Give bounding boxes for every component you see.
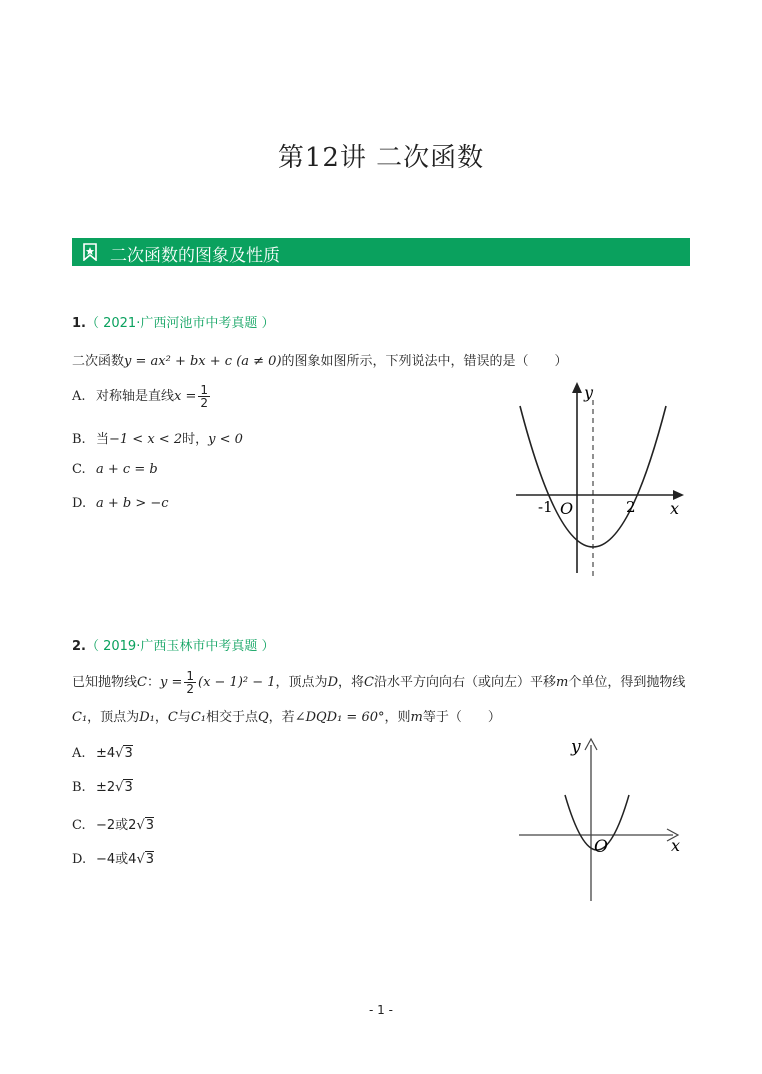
option-text: 时， <box>182 432 209 447</box>
option-text: −2或2 <box>96 818 137 833</box>
page-number: - 1 - <box>369 1003 393 1017</box>
stem-math: D <box>327 675 338 690</box>
option-label: D. <box>72 852 87 867</box>
option-text: −4或4 <box>96 852 137 867</box>
stem-text: 与 <box>177 710 191 725</box>
stem-text: ，顶点为 <box>275 675 328 690</box>
page-title: 第12讲 二次函数 <box>277 143 485 173</box>
stem-math: ∠DQD₁ = 60° <box>294 710 385 725</box>
section-title: 二次函数的图象及性质 <box>110 246 280 266</box>
origin-label: O <box>594 837 608 857</box>
option-label: A. <box>72 389 86 404</box>
origin-label: O <box>560 499 574 518</box>
stem-math: C₁ <box>72 710 88 725</box>
x-axis-label: x <box>670 499 680 518</box>
option-text: 当 <box>96 432 110 447</box>
stem-text: ，顶点为 <box>87 710 140 725</box>
option-math: a + c = b <box>96 462 158 477</box>
stem-text: ： <box>146 675 160 690</box>
tick-label-two: 2 <box>626 498 636 516</box>
stem-text: ，若 <box>268 710 295 725</box>
fraction-numerator: 1 <box>186 669 194 683</box>
stem-math: D₁ <box>139 710 155 725</box>
fraction <box>198 384 210 409</box>
fraction-denominator: 2 <box>200 396 209 410</box>
tick-label-neg-one: -1 <box>538 498 553 516</box>
option-text: 对称轴是直线 <box>96 389 175 404</box>
q1-option-a <box>72 384 212 409</box>
question-1-stem <box>72 350 568 369</box>
stem-text: 等于（ ） <box>422 710 501 725</box>
stem-text: 沿水平方向向右（或向左）平移 <box>373 675 556 690</box>
stem-math: C <box>137 675 147 690</box>
option-label: B. <box>72 780 86 795</box>
section-header <box>72 238 690 266</box>
x-axis-label: x <box>671 836 681 855</box>
q1-option-b <box>72 428 243 447</box>
option-math: a + b > −c <box>96 496 169 511</box>
option-math: −1 < x < 2 <box>109 432 183 447</box>
q2-option-a: A. ±4√3 <box>72 746 133 761</box>
question-source: （ 2021·广西河池市中考真题 ） <box>85 316 275 331</box>
y-axis-label: y <box>584 383 594 402</box>
option-math: y < 0 <box>208 432 243 447</box>
stem-text: ， <box>154 710 168 725</box>
fraction <box>184 670 196 695</box>
option-label: A. <box>72 746 86 761</box>
stem-text: 相交于点 <box>205 710 258 725</box>
question-2-header <box>72 635 274 654</box>
question-number: 1. <box>72 316 86 331</box>
stem-math: C₁ <box>190 710 206 725</box>
q2-option-d: D. −4或4√3 <box>72 852 155 867</box>
option-label: C. <box>72 818 86 833</box>
fraction-denominator: 2 <box>186 682 194 696</box>
sqrt-radicand: 3 <box>145 818 155 833</box>
question-1-header <box>72 312 274 331</box>
question-2-stem-line-2 <box>72 706 501 725</box>
fraction-numerator: 1 <box>200 383 209 397</box>
sqrt-radicand: 3 <box>124 746 133 761</box>
stem-math: m <box>410 710 423 725</box>
question-number: 2. <box>72 639 86 654</box>
stem-text: 二次函数 <box>72 354 125 369</box>
option-label: B. <box>72 432 86 447</box>
question-source: （ 2019·广西玉林市中考真题 ） <box>85 639 275 654</box>
stem-math: (x − 1)² − 1 <box>198 675 276 690</box>
option-math: x = <box>174 389 197 404</box>
option-text: ±2 <box>96 780 116 795</box>
stem-math: y = <box>159 675 183 690</box>
q2-option-c: C. −2或2√3 <box>72 818 155 833</box>
y-axis-arrow <box>572 382 582 393</box>
question-1-graph <box>510 378 690 578</box>
stem-math: C <box>167 710 178 725</box>
stem-text: 个单位，得到抛物线 <box>568 675 686 690</box>
sqrt-radicand: 3 <box>124 780 133 795</box>
q2-option-b: B. ±2√3 <box>72 780 133 795</box>
question-2-stem-line-1 <box>72 670 685 695</box>
q1-option-d <box>72 496 169 511</box>
stem-math: Q <box>258 710 269 725</box>
stem-text: 的图象如图所示，下列说法中，错误的是（ ） <box>281 354 568 369</box>
stem-math: m <box>555 675 569 690</box>
stem-text: ，将 <box>338 675 365 690</box>
sqrt-radicand: 3 <box>145 852 155 867</box>
y-axis-label: y <box>571 737 581 757</box>
q1-option-c <box>72 462 158 477</box>
bookmark-star-icon <box>81 243 99 261</box>
stem-math: y = ax² + bx + c (a ≠ 0) <box>124 354 282 369</box>
option-text: ±4 <box>96 746 116 761</box>
question-2-graph <box>515 735 685 905</box>
option-label: C. <box>72 462 86 477</box>
stem-text: ，则 <box>384 710 411 725</box>
stem-text: 已知抛物线 <box>72 675 138 690</box>
option-label: D. <box>72 496 87 511</box>
stem-math: C <box>364 675 374 690</box>
